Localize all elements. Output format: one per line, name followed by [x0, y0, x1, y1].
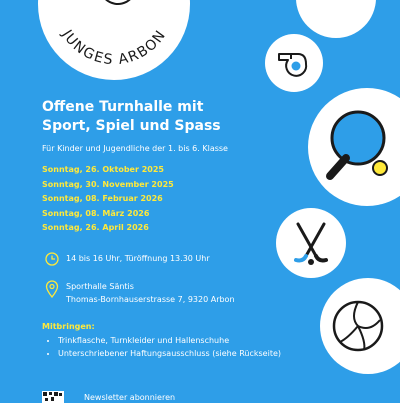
qr-code-icon[interactable]: [42, 391, 64, 403]
volleyball-circle: [320, 278, 400, 374]
logo-bottom-text: JUNGES ARBON: [58, 26, 170, 69]
date-item: Sonntag, 26. Oktober 2025: [42, 165, 164, 174]
date-item: Sonntag, 30. November 2025: [42, 179, 174, 189]
flyer-content: [42, 98, 292, 360]
volleyball-icon: [330, 298, 386, 354]
location-name: Sporthalle Säntis: [66, 281, 134, 291]
headline-line1: Offene Turnhalle mit: [42, 99, 204, 115]
newsletter-row[interactable]: [42, 391, 175, 403]
hockey-sticks-icon: [288, 220, 334, 266]
table-tennis-icon: [316, 102, 400, 192]
table-tennis-circle: [308, 88, 400, 206]
clock-icon: [44, 252, 60, 266]
headline: [42, 98, 292, 136]
date-item: Sonntag, 08. Februar 2026: [42, 194, 163, 203]
location-info: [42, 280, 292, 306]
bring-item: • Unterschriebener Haftungsausschluss (siehe Rückseite): [58, 347, 292, 360]
date-item: Sonntag, 08. März 2026: [42, 208, 150, 218]
target-group: Für Kinder und Jugendliche der 1. bis 6. Klasse: [42, 144, 228, 153]
whistle-icon: [276, 48, 312, 78]
decorative-circle: [296, 0, 376, 38]
bring-item: • Trinkflasche, Turnkleider und Hallenschuhe: [58, 334, 292, 347]
headline-line2: Sport, Spiel und Spass: [42, 118, 221, 134]
time-info: [42, 252, 292, 266]
newsletter-link[interactable]: Newsletter abonnieren: [84, 392, 176, 402]
date-list: [42, 163, 292, 236]
location-pin-icon: [44, 280, 60, 298]
whistle-circle: [265, 34, 323, 92]
time-text: 14 bis 16 Uhr, Türöffnung 13.30 Uhr: [66, 253, 210, 263]
location-address: Thomas-Bornhauserstrasse 7, 9320 Arbon: [66, 294, 235, 304]
bring-title: Mitbringen:: [42, 321, 95, 331]
junges-arbon-logo: [38, 0, 190, 80]
date-item: Sonntag, 26. April 2026: [42, 223, 149, 232]
bring-list: [42, 334, 292, 360]
